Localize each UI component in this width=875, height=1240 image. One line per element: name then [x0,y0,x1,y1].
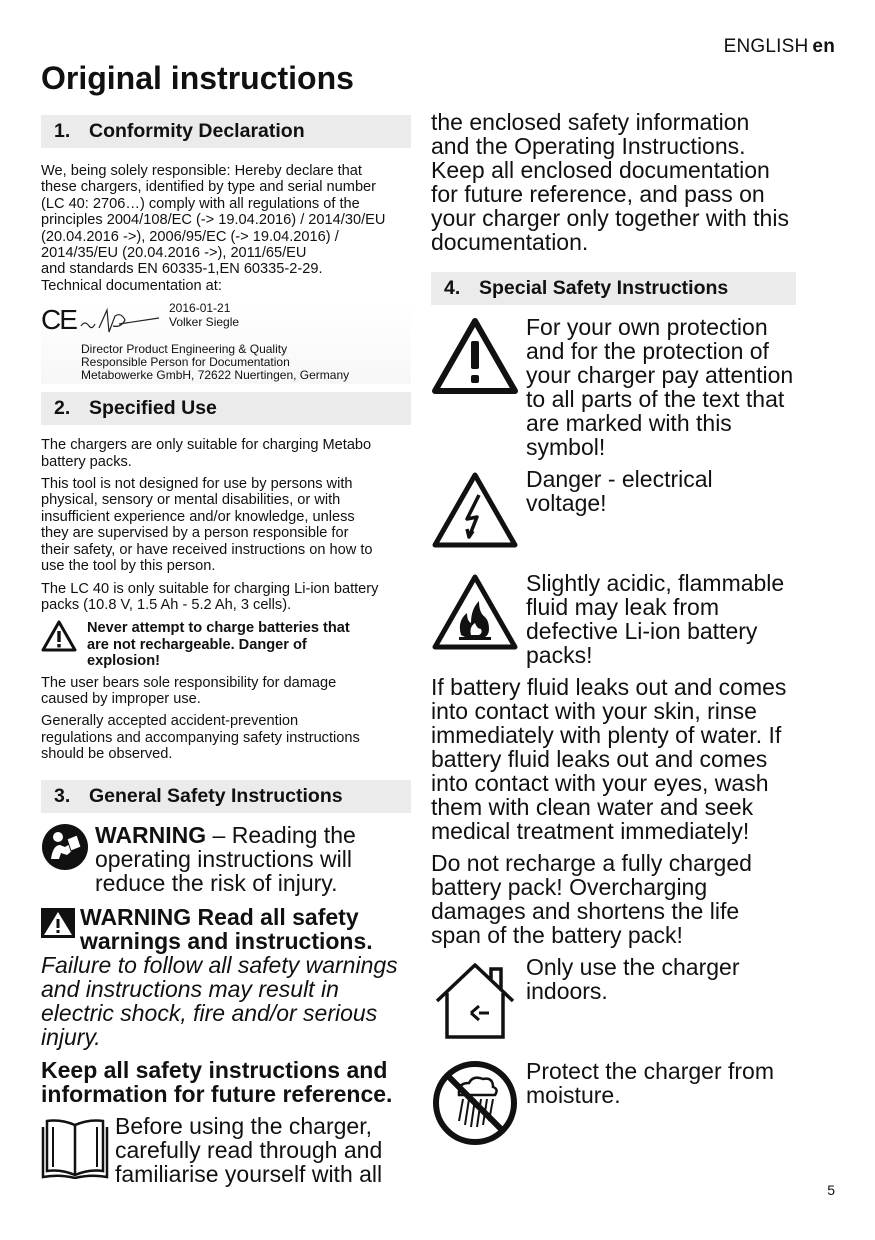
flammable-icon [431,573,519,653]
house-indoor-icon [431,957,519,1041]
recharge-warning: Do not recharge a fully charged battery pack! Overcharging damages and shortens the life span of the battery pack! [431,850,752,948]
voltage-notice: Danger - electrical voltage! [431,467,803,551]
signature-image [79,304,169,340]
warning-triangle-icon [431,317,519,397]
continued-safety-text: the enclosed safety information and the Operating Instructions. Keep all enclosed documentation for future reference, and pass on your charger only together with this documentation. [431,109,789,255]
warning-triangle-icon [41,908,75,938]
section-heading-general-safety: 3. General Safety Instructions [41,780,411,813]
certificate-address: Metabowerke GmbH, 72622 Nuertingen, Germany [81,368,350,383]
conformity-certificate [41,302,411,384]
book-icon [41,1117,109,1179]
failure-warning-text: Failure to follow all safety warnings and instructions may result in electric shock, fire and/or serious injury. [41,951,398,1050]
book-notice: Before using the charger, carefully read through and familiarise yourself with all [41,1114,411,1186]
page-number: 5 [827,1182,835,1198]
certificate-signatory: Volker Siegle [169,315,240,330]
conformity-text: We, being solely responsible: Hereby declare that these chargers, identified by type and serial number (LC 40: 2706…) comply with all regulations of the principles 2004/108/EC (-> 19.04.2016) / 2014/30/EU (20.04.2016 ->), 2006/95/EC (-> 19.04.2016) / 2014/35/EU (20.04.2016 ->), 2011/65/EU and standards EN 60335-1,EN 60335-2-29. Technical documentation at: [41,163,386,294]
moisture-notice: Protect the charger from moisture. [431,1059,803,1147]
explosion-warning: Never attempt to charge batteries that are not rechargeable. Danger of explosion! [41,620,411,669]
read-all-warnings: WARNING Read all safety warnings and instructions. [41,905,411,953]
specified-use-text: The chargers are only suitable for charging Metabo battery packs. This tool is not designed for use by persons with physical, sensory or mental disabilities, or with insufficient experience and/or knowledge, unless they are supervised by a person responsible for their safety, or have received instructions on how to use the tool by this person. The LC 40 is only suitable for charging Li-ion battery packs (10.8 V, 1.5 Ah - 5.2 Ah, 3 cells). [41,437,379,613]
ce-mark: CE [41,304,76,336]
right-column [431,110,803,1147]
language-label: ENGLISH en [723,36,835,57]
attention-notice: For your own protection and for the protection of your charger pay attention to all parts of the text that are marked with this symbol! [431,315,803,459]
section-heading-specified-use: 2. Specified Use [41,392,411,425]
read-manual-icon [41,823,89,871]
indoors-notice: Only use the charger indoors. [431,955,803,1041]
section-heading-conformity: 1. Conformity Declaration [41,115,411,148]
acid-notice: Slightly acidic, flammable fluid may leak from defective Li-ion battery packs! [431,571,803,667]
certificate-role: Director Product Engineering & Quality [81,342,288,357]
certificate-date: 2016-01-21 [169,301,231,316]
leak-instructions: If battery fluid leaks out and comes into contact with your skin, rinse immediately with plenty of water. If battery fluid leaks out and comes into contact with your eyes, wash them with clean water and seek medical treatment immediately! [431,674,787,844]
keep-instructions-text: Keep all safety instructions and information for future reference. [41,1056,393,1107]
manual-warning: WARNING – Reading the operating instructions will reduce the risk of injury. [41,823,411,895]
warning-triangle-icon [41,620,77,652]
certificate-role: Responsible Person for Documentation [81,355,290,370]
responsibility-text: The user bears sole responsibility for damage caused by improper use. Generally accepted accident-prevention regulations and accompanying safety instructions should be observed. [41,674,360,763]
page-title: Original instructions [41,60,354,96]
section-heading-special-safety: 4. Special Safety Instructions [431,272,796,305]
left-column [41,115,411,1186]
electric-voltage-icon [431,471,519,551]
no-moisture-icon [431,1059,519,1147]
